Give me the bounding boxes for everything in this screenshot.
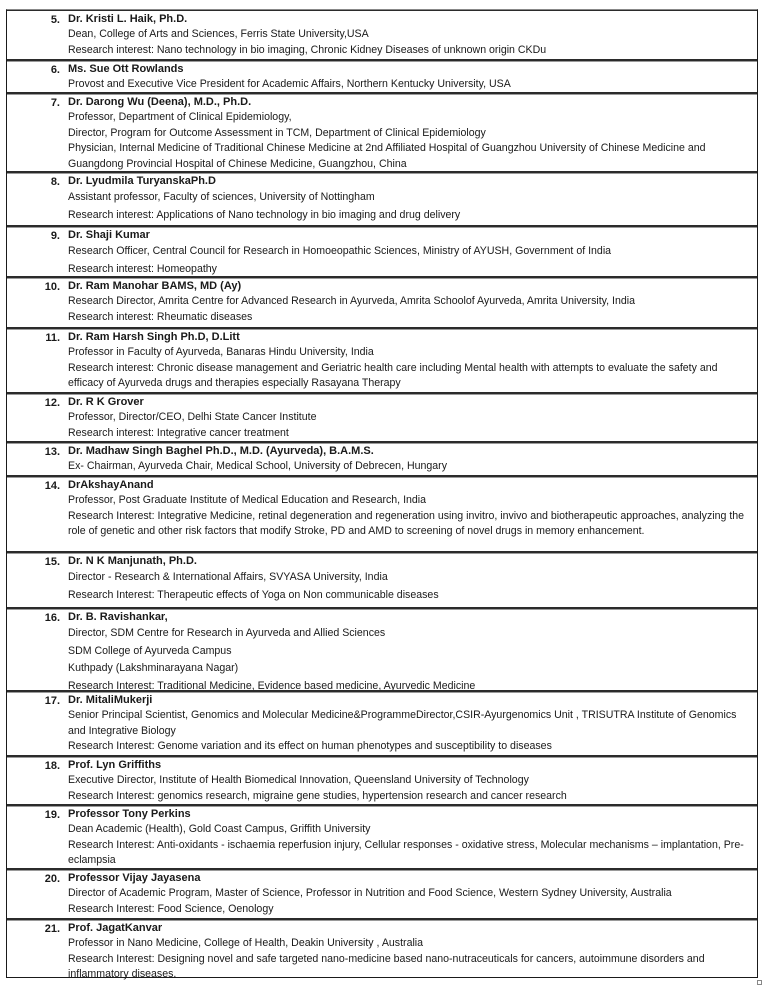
table-row [7,690,757,755]
entry-content [68,12,751,58]
entry-content [68,95,751,172]
entry-number: 18. [44,760,60,772]
entry-content [68,228,751,278]
entry-content [68,758,751,804]
table-row [7,551,757,607]
entry-number: 14. [44,480,60,492]
entry-content [68,807,751,869]
entry-detail-line: Research interest: Rheumatic diseases [68,310,253,323]
entry-detail-line: Dean, College of Arts and Sciences, Ferris State University,USA [68,28,369,40]
entry-number: 6. [50,64,60,76]
entry-detail-line: Research Interest: Food Science, Oenology [68,902,274,915]
entry-detail-line: Research Director, Amrita Centre for Advanced Research in Ayurveda, Amrita Schoolof Ayurveda, Amrita University, India [68,295,636,307]
entry-name: Dr. R K Grover [68,396,144,408]
entry-detail-line: Research interest: Homeopathy [68,262,217,275]
entry-detail-line: Assistant professor, Faculty of sciences, University of Nottingham [68,191,375,203]
entry-number: 17. [44,695,60,707]
entry-detail-line: Physician, Internal Medicine of Traditional Chinese Medicine at 2nd Affiliated Hospital of Guangzhou University of Chinese Medicine and Guangdong Provincial Hospital of Chinese Medicine, Guangzhou, China [68,142,706,170]
entry-name: Dr. MitaliMukerji [68,694,153,706]
entry-name: Ms. Sue Ott Rowlands [68,63,184,75]
entry-number: 20. [44,873,60,885]
entry-content [68,693,751,755]
table-row [7,327,757,392]
entry-detail-line: Research Interest: Integrative Medicine, retinal degeneration and regeneration using invitro, invivo and biotherapeutic approaches, analyzing the role of genetic and other risk factors that modify Stroke, PD and AMD to screening of novel drugs in memory enhancement. [68,509,745,538]
entry-detail-line: Research Interest: Anti-oxidants - ischaemia reperfusion injury, Cellular responses - oxidative stress, Molecular mechanisms – implantation, Pre-eclampsia [68,838,744,867]
table-row [7,475,757,551]
table-row [7,276,757,327]
entry-detail-line: Director, Program for Outcome Assessment in TCM, Department of Clinical Epidemiology [68,126,486,139]
entry-number: 12. [44,397,60,409]
entry-content [68,279,751,325]
entry-name: DrAkshayAnand [68,479,154,491]
entry-detail-line: Research Interest: Traditional Medicine, Evidence based medicine, Ayurvedic Medicine [68,679,476,692]
entry-detail-line: Research interest: Integrative cancer treatment [68,426,289,439]
entry-content [68,921,751,983]
entry-number: 19. [44,809,60,821]
entry-detail-line: Professor, Post Graduate Institute of Medical Education and Research, India [68,494,427,506]
entry-number: 21. [44,923,60,935]
entry-number: 13. [44,446,60,458]
entry-content [68,330,751,392]
entry-number: 8. [50,176,60,188]
entry-detail-line: Research Interest: Designing novel and safe targeted nano-medicine based nano-nutraceuticals for cancers, autoimmune disorders and inflammatory diseases. [68,952,705,981]
table-row [7,441,757,475]
entry-detail-line: Professor, Department of Clinical Epidemiology, [68,111,292,123]
entry-detail-line: Research Interest: Therapeutic effects of Yoga on Non communicable diseases [68,588,439,601]
table-row [7,92,757,171]
entry-content [68,62,751,93]
table-row [7,59,757,92]
entry-number: 7. [50,97,60,109]
table-row [7,868,757,918]
entry-detail-line: Senior Principal Scientist, Genomics and Molecular Medicine&ProgrammeDirector,CSIR-Ayurgenomics Unit , TRISUTRA Institute of Genomics and Integrative Biology [68,709,737,737]
entry-name: Dr. Shaji Kumar [68,229,150,241]
entry-number: 9. [50,230,60,242]
entry-detail-line: Dean Academic (Health), Gold Coast Campus, Griffith University [68,823,371,835]
entry-number: 11. [45,332,60,344]
entry-content [68,554,751,604]
speakers-table [6,9,758,981]
table-row [7,10,757,59]
entry-content [68,610,751,695]
entry-name: Professor Vijay Jayasena [68,872,201,884]
entry-number: 16. [44,612,60,624]
table-row [7,918,757,981]
entry-content [68,395,751,441]
entry-detail-line: Director, SDM Centre for Research in Ayurveda and Allied Sciences [68,627,386,639]
entry-name: Dr. Lyudmila TuryanskaPh.D [68,175,216,187]
table-row [7,607,757,690]
entry-detail-line: Research interest: Nano technology in bio imaging, Chronic Kidney Diseases of unknown origin CKDu [68,43,547,56]
entry-detail-line: Director of Academic Program, Master of Science, Professor in Nutrition and Food Science, Western Sydney University, Australia [68,887,672,899]
entry-name: Prof. Lyn Griffiths [68,759,162,771]
table-end-marker [757,980,762,985]
entry-name: Prof. JagatKanvar [68,922,163,934]
entry-content [68,444,751,475]
entry-detail-line: Executive Director, Institute of Health Biomedical Innovation, Queensland University of Technology [68,774,529,786]
entry-name: Dr. Madhaw Singh Baghel Ph.D., M.D. (Ayurveda), B.A.M.S. [68,445,374,457]
entry-name: Dr. B. Ravishankar, [68,611,168,623]
entry-detail-line: Research interest: Applications of Nano technology in bio imaging and drug delivery [68,208,461,221]
entry-name: Dr. Kristi L. Haik, Ph.D. [68,13,188,25]
entry-detail-line: Research interest: Chronic disease management and Geriatric health care including Mental health with attempts to evaluate the safety and efficacy of Ayurveda drugs and therapies especially Rasayana Therapy [68,361,718,390]
entry-detail-line: Ex- Chairman, Ayurveda Chair, Medical School, University of Debrecen, Hungary [68,460,447,472]
entry-detail-line: Professor in Faculty of Ayurveda, Banaras Hindu University, India [68,346,374,358]
entry-detail-line: Professor, Director/CEO, Delhi State Cancer Institute [68,411,317,423]
entry-detail-line: Provost and Executive Vice President for Academic Affairs, Northern Kentucky University, USA [68,78,511,90]
entry-name: Dr. N K Manjunath, Ph.D. [68,555,197,567]
table-row [7,392,757,441]
entry-name: Dr. Ram Manohar BAMS, MD (Ay) [68,280,242,292]
entry-content [68,871,751,917]
table-row [7,755,757,804]
entry-detail-line: Research Interest: Genome variation and its effect on human phenotypes and susceptibility to diseases [68,740,552,753]
entry-detail-line: Research Interest: genomics research, migraine gene studies, hypertension research and cancer research [68,789,567,802]
entry-number: 10. [44,281,60,293]
entry-detail-line: Director - Research & International Affairs, SVYASA University, India [68,571,388,583]
table-row [7,171,757,225]
entry-content [68,478,751,540]
table-row [7,225,757,276]
entry-number: 15. [44,556,60,568]
entry-detail-line: Research Officer, Central Council for Research in Homoeopathic Sciences, Ministry of AYUSH, Government of India [68,245,612,257]
entry-name: Dr. Ram Harsh Singh Ph.D, D.Litt [68,331,240,343]
entry-content [68,174,751,224]
entry-detail-line: Kuthpady (Lakshminarayana Nagar) [68,662,239,674]
entry-name: Professor Tony Perkins [68,808,191,820]
table-row [7,804,757,868]
entry-detail-line: SDM College of Ayurveda Campus [68,644,232,657]
entry-number: 5. [50,14,60,26]
entry-name: Dr. Darong Wu (Deena), M.D., Ph.D. [68,96,252,108]
entry-detail-line: Professor in Nano Medicine, College of Health, Deakin University , Australia [68,937,424,949]
